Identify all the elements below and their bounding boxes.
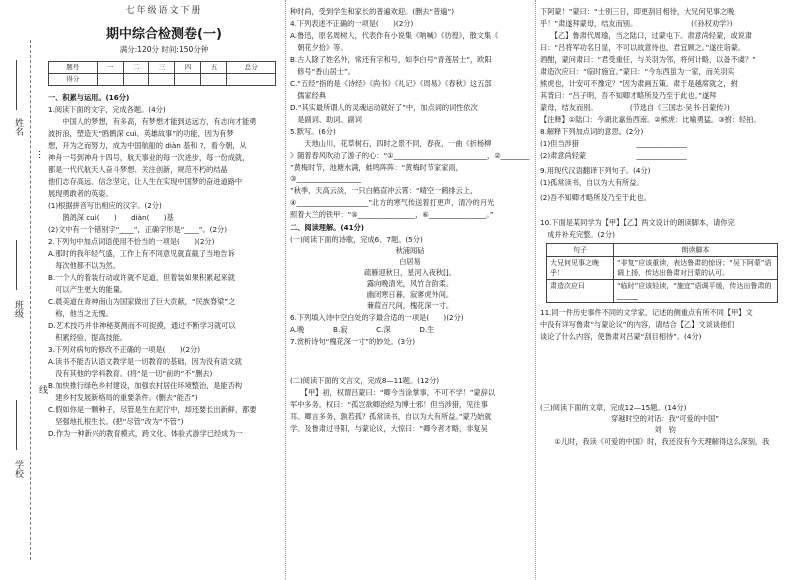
score-cell: 四	[175, 62, 201, 74]
table-cell: “非复”应该重读，表达鲁肃的惊讶；“吴下阿蒙”语调上扬，传达出鲁肃对吕蒙的认可。	[614, 257, 778, 280]
text-line: 4.下列表述不正确的一项是( )(2分)	[290, 19, 414, 28]
text-line: 白居易	[399, 257, 421, 266]
text-line: 二、阅读理解。(41分)	[290, 223, 365, 232]
score-cell: 得分	[49, 74, 98, 86]
text-line: ①儿时，我读《可爱的中国》时，我还没有今天理解得这么深刻，我	[540, 437, 770, 446]
text-line: 11.同一件历史事件不同的文学家，记述的侧重点有所不同【甲】文	[540, 308, 753, 317]
column-divider	[535, 0, 536, 580]
score-cell: 三	[149, 62, 175, 74]
text-line: 天地山川，花草树石，四时之景不同，春夜，一曲《折杨柳	[290, 139, 492, 148]
text-line: (一)阅读下面的诗歌，完成6、7题。(5分)	[290, 235, 423, 244]
text-line: ”黄梅时节，池塘水满，蛙鸣阵阵：“黄梅时节家家雨，③__________________	[290, 163, 463, 183]
text-line: ④____________________”北方的寒气传送着打更声，清冷的月光	[290, 198, 495, 207]
text-line: C.晨美道在青神南山为国家做出了巨大贡献，“民族脊梁”之	[48, 297, 236, 306]
text-line: 幽闭寒日暮，寂寥虎外间。	[366, 290, 454, 299]
school-label: 学校	[13, 460, 23, 478]
text-line: 朝花夕拾》等。	[290, 43, 348, 52]
class-field[interactable]	[16, 240, 17, 290]
text-line: 蒹葭百尺间，槐花深一寸。	[366, 301, 454, 310]
table-cell: 大兄何见事之晚乎！	[547, 257, 614, 280]
table-header: 朗读脚本	[614, 244, 778, 257]
text-line: 展现勇敢者的英姿。	[48, 189, 113, 198]
text-line: 酒酣，蒙问肃曰：“君受重任，与关羽为邻，将何计略，以备不虞？”	[540, 55, 756, 64]
text-line: 坚强地扎根生长。(把“尽管”改为“不管”)	[48, 417, 184, 426]
text-line: 都是一代代航天人奋斗梦想、关注创新，规范不朽的结晶	[48, 165, 228, 174]
text-line: 下阿蒙！”蒙曰：“士别三日，即更刮目相待，大兄何见事之晚	[540, 7, 735, 16]
text-line: (1)孤常读书，自以为大有所益。	[540, 178, 644, 187]
text-line: A.鲁迅，原名周树人，代表作有小说集《呐喊》《彷徨》，散文集《	[290, 31, 499, 40]
text-line: 【甲】初，权谓吕蒙曰：“卿今当涂掌事，不可不学！”蒙辞以	[290, 388, 496, 397]
column-2	[290, 0, 530, 580]
text-line: 耳。卿言多务，孰若孤？孤常读书，自以为大有所益。”蒙乃始就	[290, 412, 492, 421]
score-table-row	[49, 62, 276, 74]
text-line: 谈论了什么内容，使鲁肃对吕蒙“刮目相待”。(4分)	[540, 332, 702, 341]
text-line: 积累经验，提高技能。	[48, 333, 128, 342]
text-line: (1)但当涉猎 ______________	[540, 139, 687, 148]
text-line: 6.下列填入诗中空白处的字最合适的一项是( )(2分)	[290, 313, 464, 322]
class-label: 班级	[13, 300, 23, 318]
text-line: 刘 钧	[654, 425, 676, 434]
text-line: 1.阅读下面的文字，完成各题。(4分)	[48, 105, 166, 114]
page-title: 期中综合检测卷(一)	[106, 27, 222, 42]
score-cell: 五	[201, 62, 227, 74]
text-line: A.晚 B.寂 C.深 D.生	[290, 325, 435, 334]
column-1	[48, 0, 280, 580]
score-input[interactable]	[97, 74, 123, 86]
score-input[interactable]	[201, 74, 227, 86]
text-line: 建乡村发展新格局的重要条件。(删去“能否”)	[48, 393, 198, 402]
text-line: 5.默写。(6分)	[290, 127, 336, 136]
text-line: 蒙母，结友而别。 (节选自《三国志·吴书·吕蒙传》)	[540, 103, 730, 112]
text-line: 儒家经典	[290, 91, 326, 100]
header-small: 七年级语文下册	[125, 6, 203, 16]
text-line: 》随着春风吹动了游子的心：“①__________________________，②________	[290, 151, 530, 160]
column-2-text	[290, 6, 530, 434]
text-line: 可以产生更大的能量。	[48, 285, 128, 294]
text-line: 鹊鸽深 cuì( ) diàn( )基	[48, 213, 174, 222]
text-line: 9.用现代汉语翻译下列句子。(4分)	[540, 166, 651, 175]
text-line: (2)文中有一个错别字“____”，正确字形是“____”。(2分)	[48, 225, 228, 234]
text-line: (三)阅读下面的文章，完成12—15题。(14分)	[540, 403, 687, 412]
text-line: B.一个人的着装行动或许就不足道，但着装如果积累起来就	[48, 273, 235, 282]
binding-margin	[0, 0, 47, 580]
score-input[interactable]	[227, 74, 276, 86]
text-line: 每次他都不以为然。	[48, 261, 120, 270]
column-1-text	[48, 92, 280, 439]
text-line: 【注释】①陆口：今湖北嘉鱼西南。②熊虎：比喻勇猛。③拊：轻拍。	[540, 115, 761, 124]
text-line: 穿越时空的对话：我“可爱的中国”	[610, 414, 720, 423]
text-line: 肃造次应曰：“临时施宜。”蒙曰：“今东西虽为一家，而关羽实	[540, 67, 735, 76]
text-line: 8.解释下列加点词的意思。(2分)	[540, 127, 644, 136]
text-line: D.艺术技巧并非神秘莫测而不可捉摸，通过不断学习就可以	[48, 321, 236, 330]
text-line: 【乙】鲁肃代周瑜，当之陆口，过蒙屯下。肃意尚轻蒙，或说肃	[540, 31, 753, 40]
score-cell: 题号	[49, 62, 98, 74]
text-line: 秋浦闻砧	[395, 246, 425, 255]
text-line: 种时尚，受到学生和家长的普遍欢迎。(删去“普遍”)	[290, 7, 454, 16]
binding-line-label: 线	[37, 385, 47, 394]
table-row	[547, 257, 778, 280]
text-line: 军中多务。权曰：“孤岂欲卿治经为博士邪！但当涉猎，见往事	[290, 400, 488, 409]
text-line: A.读书不能否认语文教学是一切教育的基础，因为没有语文就	[48, 357, 242, 366]
text-line: 学。及鲁肃过寻阳，与蒙论议，大惊曰：“卿今者才略，非复吴	[290, 424, 488, 433]
column-divider	[285, 0, 286, 580]
exam-meta: 满分:120分 时间:150分钟	[119, 45, 209, 54]
text-line: 他们志存高远、信念坚定，让人生在实现中国梦的奋进道路中	[48, 177, 243, 186]
text-line: 没有其他的学科教育。(将“是一切”前的“不”删去)	[48, 369, 213, 378]
score-table	[48, 61, 276, 86]
column-3-text-continued	[540, 307, 790, 447]
text-line: 乎！”肃遂拜蒙母，结友而别。 (《孙权劝学》)	[540, 19, 733, 28]
text-line: (1)根据拼音写出相应的汉字。(2分)	[48, 201, 162, 210]
text-line: ”秋季，天高云淡，一只白鹤直冲云霄：“晴空一鹤排云上，	[290, 186, 478, 195]
text-line: D.作为一种新兴的教育模式，跨文化、体验式游学已经成为一	[48, 429, 243, 438]
school-field[interactable]	[16, 400, 17, 450]
text-line: 成并补充完整。(2分)	[540, 230, 615, 239]
score-cell: 一	[97, 62, 123, 74]
column-3-text	[540, 6, 790, 240]
table-header-row	[547, 244, 778, 257]
text-line: 神舟一号到神舟十四号，航天事业的每一次进步，每一份成就，	[48, 153, 250, 162]
name-label: 姓名	[13, 118, 23, 136]
text-line: D.“其实最所谓人的灵魂运动就好了”中，加点词的词性依次	[290, 103, 478, 112]
text-line: 10.下面是某同学为【甲】【乙】两文设计的朗读脚本，请你完	[540, 218, 735, 227]
text-line: 想，开为之而努力，成为中国航船的 diàn 基和 ?，看今朝，从	[48, 141, 247, 150]
text-line: (2)吾不知卿才略所及乃至于此也。	[540, 193, 651, 202]
text-line: 一、积累与运用。(16分)	[48, 93, 130, 102]
text-line: 7.赏析诗句“槐花深一寸”的妙处。(3分)	[290, 337, 416, 346]
table-cell: “临时”应该轻读，“施宜”语调平缓，传达出鲁肃的______	[614, 280, 778, 303]
score-cell: 总分	[227, 62, 276, 74]
text-line: 是副词、助词、副词	[290, 115, 362, 124]
binding-dashed-line	[30, 40, 31, 560]
text-line: 其背曰：“吕子明，吾不知卿才略所及乃至于此也。”遂拜	[540, 91, 717, 100]
text-line: 波折浪，塑造天“鸥鹘深 cuì、英雄故事”的功能，因为有梦	[48, 129, 234, 138]
text-line: 3.下列对病句的修改不正确的一项是( )(2分)	[48, 345, 201, 354]
text-line: 曰：“吕将军功名日显，不可以故意待也，君宜顾之。”遂往诣蒙。	[540, 43, 746, 52]
text-line: 熊虎也，计安可不豫定？”因为肃画五策。肃于是越席就之，拊	[540, 79, 738, 88]
column-3	[540, 0, 790, 580]
text-line: 称，他当之无愧。	[48, 309, 113, 318]
text-line: 2.下列句中加点词语使用不恰当的一项是( )(2分)	[48, 237, 215, 246]
table-header: 句子	[547, 244, 614, 257]
text-line: 中没有详写鲁肃“与蒙论议”的内容，请结合【乙】文谈谈他们	[540, 320, 735, 329]
table-cell: 肃造次应曰	[547, 280, 614, 303]
reading-script-table	[546, 243, 778, 303]
table-row	[547, 280, 778, 303]
text-line: 露向晚清光，风竹含韵柔。	[366, 279, 454, 288]
text-line: C.“五经”指的是《诗经》《尚书》《礼记》《周易》《春秋》这五部	[290, 79, 492, 88]
text-line: A.那时的我年轻气盛，工作上有不同意见就直截了当地告诉	[48, 249, 235, 258]
text-line: 疏雁迎秋日，星河入夜秋[]。	[364, 268, 456, 277]
text-line: 修号“香山居士”。	[290, 67, 355, 76]
binding-dots: …	[36, 150, 46, 159]
text-line: (二)阅读下面的文言文，完成8—11题。(12分)	[290, 376, 440, 385]
score-input[interactable]	[175, 74, 201, 86]
score-cell: 二	[123, 62, 149, 74]
text-line: C.假如你是一颗种子，尽管是生在泥泞中，却还要长出新鲜，都要	[48, 405, 257, 414]
text-line: 照着大兰的铁甲：“⑤________________，⑥________________。”	[290, 210, 494, 219]
text-line: (2)肃意尚轻蒙 ______________	[540, 151, 687, 160]
name-field[interactable]	[16, 60, 17, 110]
score-input[interactable]	[123, 74, 149, 86]
text-line: B.加快推行绿色乡村建设，加强农村居住环境整治，是能否构	[48, 381, 243, 390]
text-line: B.古人除了姓名外，常还有字和号，如李白号“青莲居士”，欧阳	[290, 55, 492, 64]
score-input[interactable]	[149, 74, 175, 86]
score-table-row	[49, 74, 276, 86]
text-line: 中国人的梦想，有多高，有梦想才能到达远方，有志向才能勇	[48, 117, 257, 126]
